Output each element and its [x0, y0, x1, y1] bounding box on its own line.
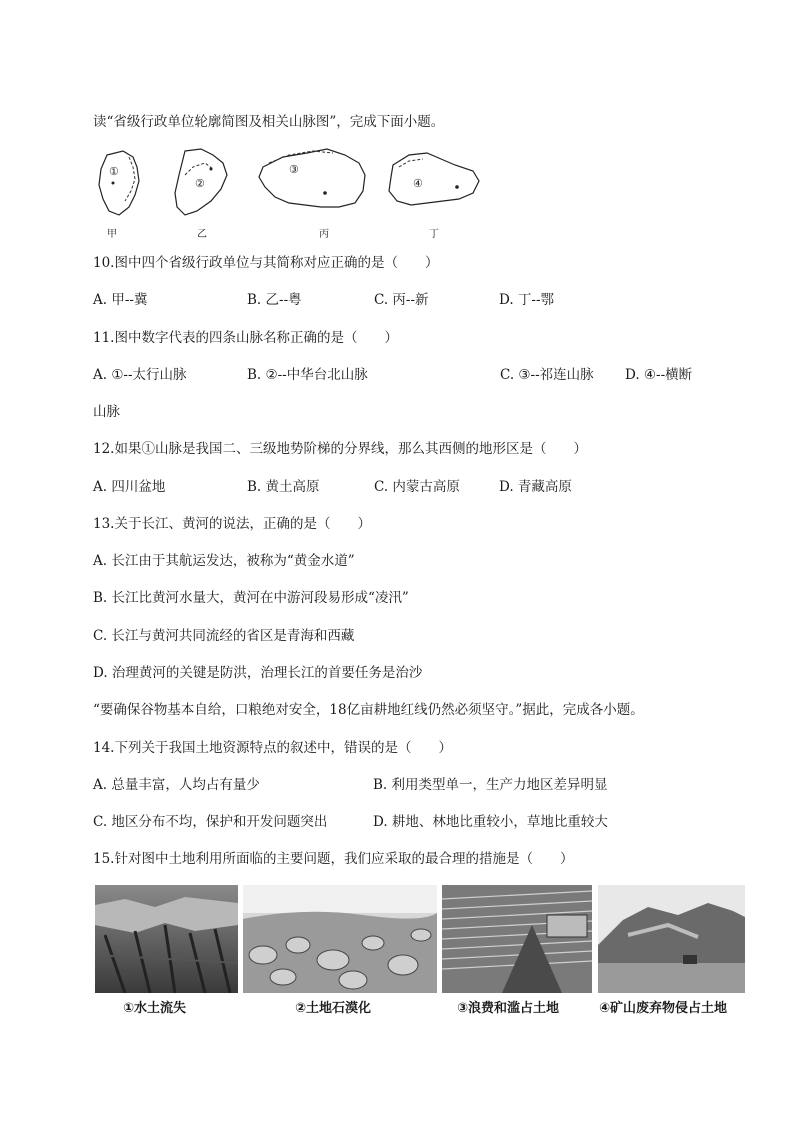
map-ding [389, 153, 479, 205]
q14-option-b[interactable]: B. 利用类型单一，生产力地区差异明显 [373, 777, 608, 793]
photo-soil-erosion [95, 885, 238, 993]
photo-caption-4: ④矿山废弃物侵占土地 [599, 1001, 728, 1016]
photo-land-waste [442, 885, 592, 993]
q13-option-a[interactable]: A. 长江由于其航运发达，被称为“黄金水道” [93, 553, 355, 569]
map-label-bing: 丙 [319, 229, 329, 240]
question-11-stem: 11.图中数字代表的四条山脉名称正确的是（ ） [93, 330, 398, 346]
q11-option-a[interactable]: A. ①--太行山脉 [93, 367, 187, 383]
land-problem-photos [95, 885, 745, 1015]
q12-option-a[interactable]: A. 四川盆地 [93, 479, 166, 495]
q10-option-d[interactable]: D. 丁--鄂 [499, 292, 555, 308]
q13-option-d[interactable]: D. 治理黄河的关键是防洪，治理长江的首要任务是治沙 [93, 665, 423, 681]
svg-text:②: ② [195, 177, 205, 190]
photo-caption-3: ③浪费和滥占土地 [457, 1001, 560, 1016]
map-label-jia: 甲 [107, 229, 117, 240]
svg-text:①: ① [109, 165, 119, 178]
map-label-yi: 乙 [197, 229, 207, 240]
q14-option-c[interactable]: C. 地区分布不均，保护和开发问题突出 [93, 814, 328, 830]
map-jia [99, 151, 139, 215]
question-14-stem: 14.下列关于我国土地资源特点的叙述中，错误的是（ ） [93, 740, 452, 756]
q10-option-a[interactable]: A. 甲--冀 [93, 292, 148, 308]
question-12-stem: 12.如果①山脉是我国二、三级地势阶梯的分界线，那么其西侧的地形区是（ ） [93, 441, 587, 457]
q10-option-c[interactable]: C. 丙--新 [374, 292, 429, 308]
map-yi [175, 149, 227, 215]
question-15-stem: 15.针对图中土地利用所面临的主要问题，我们应采取的最合理的措施是（ ） [93, 851, 574, 867]
map-bing [259, 149, 365, 207]
intro-text: 读“省级行政单位轮廓简图及相关山脉图”，完成下面小题。 [93, 114, 445, 130]
maps-svg [93, 145, 493, 225]
svg-text:④: ④ [413, 177, 423, 190]
question-10-stem: 10.图中四个省级行政单位与其简称对应正确的是（ ） [93, 255, 439, 271]
photo-rocky-desertification [243, 885, 437, 993]
svg-text:③: ③ [289, 163, 299, 176]
province-outline-maps [93, 145, 493, 240]
q11-option-c[interactable]: C. ③--祁连山脉 [500, 367, 594, 383]
q13-option-b[interactable]: B. 长江比黄河水量大，黄河在中游河段易形成“凌汛” [93, 590, 409, 606]
q11-option-d[interactable]: D. ④--横断 [625, 367, 693, 383]
q11-option-d-wrap: 山脉 [93, 404, 120, 420]
q12-option-b[interactable]: B. 黄土高原 [247, 479, 320, 495]
quote-text: “要确保谷物基本自给，口粮绝对安全，18亿亩耕地红线仍然必须坚守。”据此，完成各小题。 [93, 702, 644, 718]
q14-option-a[interactable]: A. 总量丰富，人均占有量少 [93, 777, 260, 793]
q11-option-b[interactable]: B. ②--中华台北山脉 [247, 367, 368, 383]
photo-caption-2: ②土地石漠化 [295, 1001, 372, 1016]
q12-option-d[interactable]: D. 青藏高原 [499, 479, 572, 495]
q14-option-d[interactable]: D. 耕地、林地比重较小，草地比重较大 [373, 814, 608, 830]
q13-option-c[interactable]: C. 长江与黄河共同流经的省区是青海和西藏 [93, 628, 355, 644]
q12-option-c[interactable]: C. 内蒙古高原 [374, 479, 460, 495]
map-label-ding: 丁 [429, 229, 439, 240]
q10-option-b[interactable]: B. 乙--粤 [247, 292, 302, 308]
question-13-stem: 13.关于长江、黄河的说法，正确的是（ ） [93, 516, 371, 532]
photo-mine-waste [598, 885, 745, 993]
photo-caption-1: ①水土流失 [123, 1001, 187, 1016]
